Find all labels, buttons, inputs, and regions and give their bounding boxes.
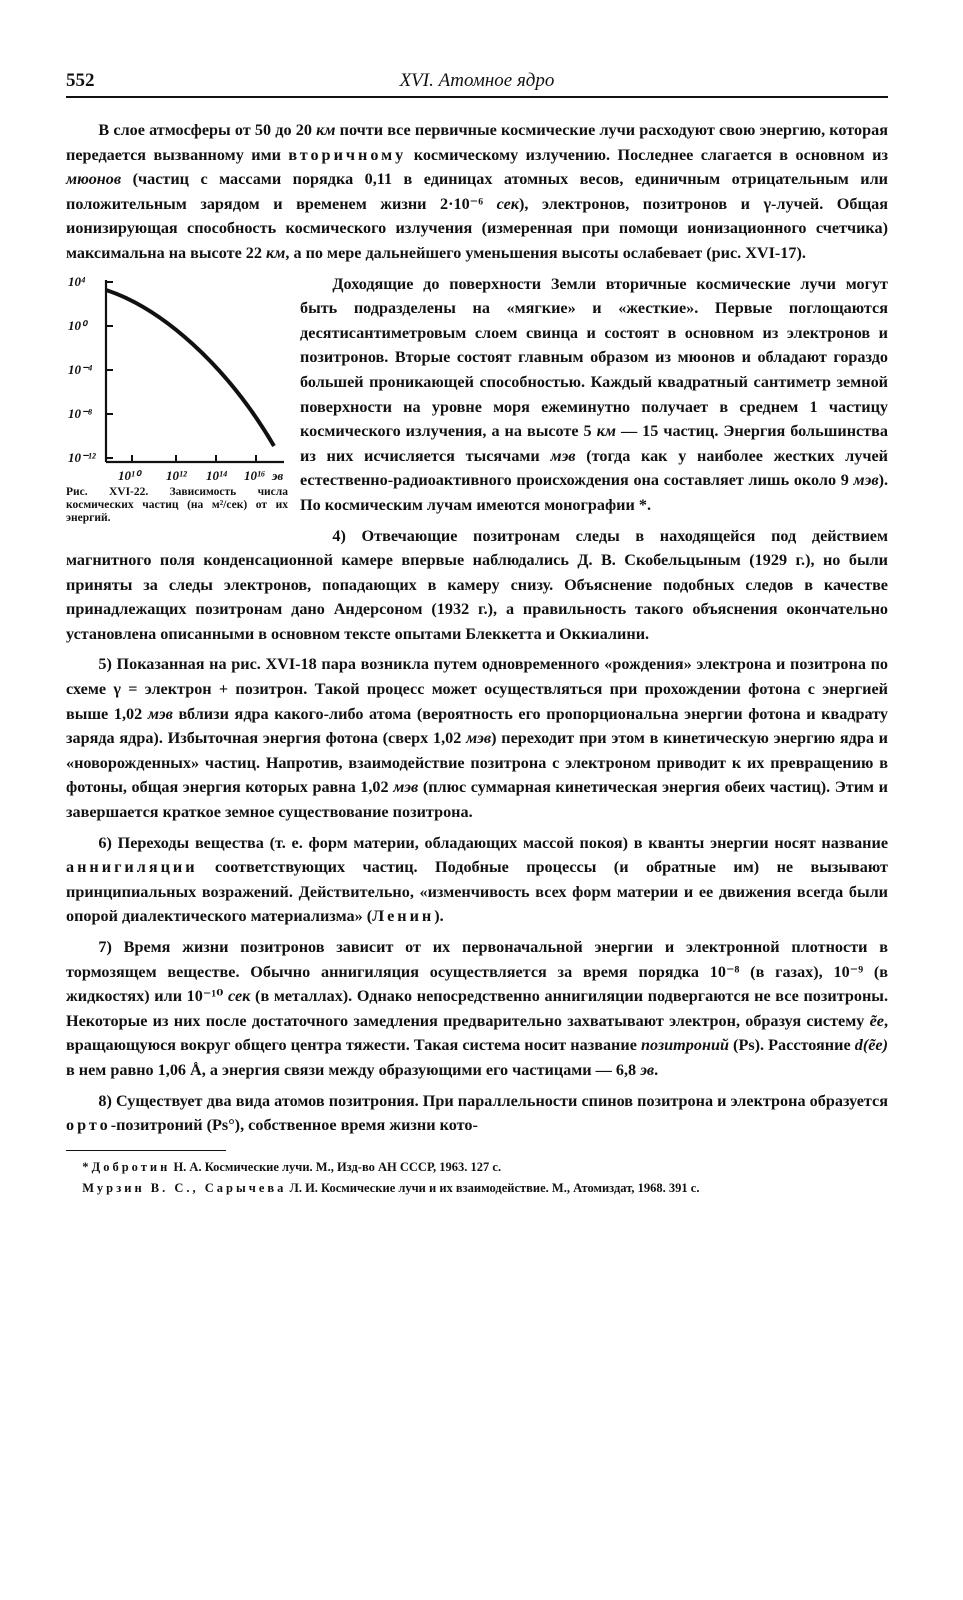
- running-title: XVI. Атомное ядро: [399, 70, 555, 91]
- y-tick-label: 10⁻⁸: [68, 405, 93, 421]
- page-header: [66, 68, 888, 98]
- spectrum-curve: [106, 290, 274, 446]
- y-tick-label: 10⁻¹²: [68, 449, 96, 465]
- paragraph-1: В слое атмосферы от 50 до 20 км почти все первичные космические лучи расходуют свою энергию, которая передается вызванному ими вторичному космическому излучению. Последнее слагается в основном из мюонов (частиц с массами порядка 0,11 в единицах атомных весов, единичным отрицательным или положительным зарядом и временем жизни 2·10⁻⁶ сек), электронов, позитронов и γ-лучей. Общая ионизирующая способность космического излучения (измеренная при помощи ионизационного счетчика) максимальна на высоте 22 км, а по мере дальнейшего уменьшения высоты ослабевает (рис. XVI-17).: [66, 121, 888, 262]
- y-tick-label: 10⁰: [68, 317, 87, 333]
- y-tick-label: 10⁴: [68, 273, 86, 289]
- footnote-1: * Добротин Н. А. Космические лучи. М., Изд-во АН СССР, 1963. 127 с.: [82, 1159, 502, 1174]
- x-tick-label: 10¹⁰: [118, 467, 141, 483]
- page-number: 552: [66, 70, 95, 91]
- footnote-2: Мурзин В. С., Сарычева Л. И. Космические лучи и их взаимодействие. М., Атомиздат, 1968. 391 с.: [82, 1180, 700, 1195]
- footnote-rule: [66, 1150, 226, 1151]
- x-tick-label: эв: [272, 467, 284, 483]
- figure-xvi-22: [66, 274, 288, 525]
- paragraph-6: 7) Время жизни позитронов зависит от их первоначальной энергии и электронной плотности в тормозящем веществе. Обычно аннигиляция осуществляется за время порядка 10⁻⁸ (в газах), 10⁻⁹ (в жидкостях) или 10⁻¹⁰ сек (в металлах). Однако непосредственно аннигиляции подвергаются не все позитроны. Некоторые из них после достаточного замедления предварительно захватывают электрон, образуя систему e͏̃e, вращающуюся вокруг общего центра тяжести. Такая система носит название позитроний (Ps). Расстояние d(ẽe) в нем равно 1,06 Å, а энергия связи между образующими его частицами — 6,8 эв.: [66, 938, 888, 1079]
- x-tick-label: 10¹⁶: [244, 467, 266, 483]
- energy-spectrum-plot: [66, 274, 288, 484]
- main-text: [66, 118, 888, 1138]
- paragraph-7: 8) Существует два вида атомов позитрония. При параллельности спинов позитрона и электрона образуется орто-позитроний (Ps°), собственное время жизни кото-: [66, 1091, 888, 1135]
- page: [66, 68, 888, 1199]
- y-tick-label: 10⁻⁴: [68, 361, 93, 377]
- paragraph-2: Доходящие до поверхности Земли вторичные космические лучи могут быть подразделены на «мягкие» и «жесткие». Первые поглощаются десятисантиметровым слоем свинца и состоят в основном из электронов и позитронов. Вторые состоят главным образом из мюонов и обладают гораздо большей проникающей способностью. Каждый квадратный сантиметр земной поверхности на уровне моря ежеминутно получает в среднем 1 частицу космического излучения, а на высоте 5 км — 15 частиц. Энергия большинства из них исчисляется тысячами мэв (тогда как у наиболее жестких лучей естественно-радиоактивного происхождения она составляет лишь около 9 мэв). По космическим лучам имеются монографии *.: [300, 274, 888, 514]
- paragraph-5: 6) Переходы вещества (т. е. форм материи, обладающих массой покоя) в кванты энергии носят название аннигиляции соответствующих частиц. Подобные процессы (и обратные им) не вызывают принципиальных возражений. Действительно, «изменчивость всех форм материи и ее движения всегда были опорой диалектического материализма» (Ленин).: [66, 833, 888, 926]
- paragraph-3: 4) Отвечающие позитронам следы в находящейся под действием магнитного поля конденсационной камере впервые наблюдались Д. В. Скобельцыным (1929 г.), но были приняты за следы электронов, попадающих в камеру снизу. Объяснение подобных следов в качестве принадлежащих позитронам дано Андерсоном (1932 г.), а правильность такого объяснения окончательно установлена описанными в основном тексте опытами Блеккетта и Оккиалини.: [66, 526, 888, 643]
- x-tick-label: 10¹⁴: [206, 467, 228, 483]
- paragraph-4: 5) Показанная на рис. XVI-18 пара возникла путем одновременного «рождения» электрона и позитрона по схеме γ = электрон + позитрон. Такой процесс может осуществляться при прохождении фотона с энергией выше 1,02 мэв вблизи ядра какого-либо атома (вероятность его пропорциональна энергии фотона и квадрату заряда ядра). Избыточная энергия фотона (сверх 1,02 мэв) переходит при этом в кинетическую энергию ядра и «новорожденных» частиц. Напротив, взаимодействие позитрона с электроном приводит к их превращению в фотоны, общая энергия которых равна 1,02 мэв (плюс суммарная кинетическая энергия обеих частиц). Этим и завершается краткое земное существование позитрона.: [66, 655, 889, 822]
- footnotes: [66, 1157, 888, 1199]
- x-tick-label: 10¹²: [166, 467, 187, 483]
- figure-caption: Рис. XVI-22. Зависимость числа космических частиц (на м²/сек) от их энергий.: [66, 485, 288, 524]
